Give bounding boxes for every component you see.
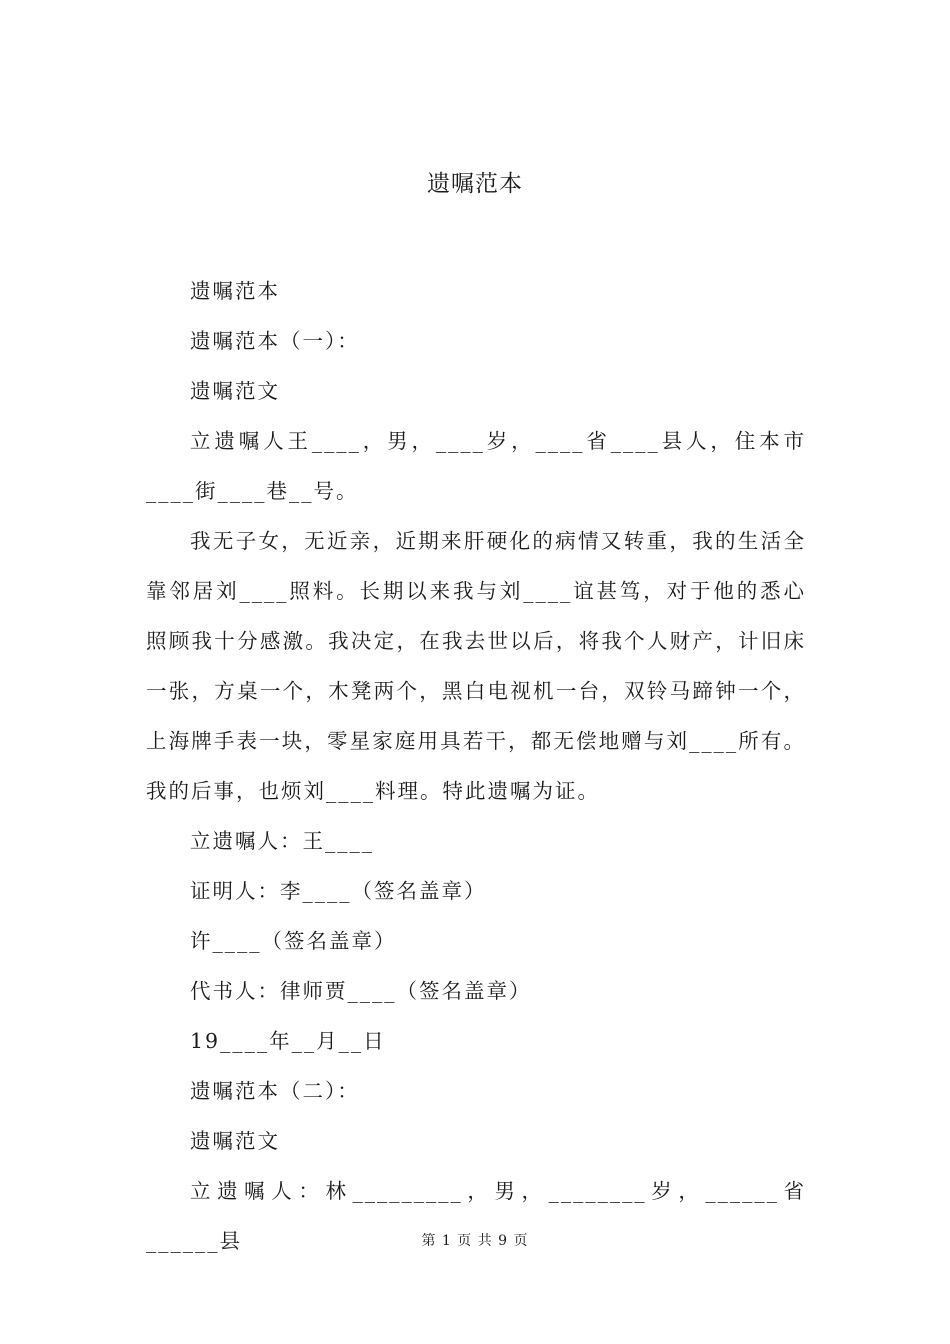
paragraph-heading: 遗嘱范本 (190, 279, 280, 303)
sample-label-two: 遗嘱范文 (190, 1129, 280, 1153)
testator-info-two: 立遗嘱人：林_________，男，________岁，______省______县 (146, 1179, 806, 1253)
witness-two: 许____（签名盖章） (190, 929, 397, 953)
witness-one: 证明人：李____（签名盖章） (190, 879, 487, 903)
will-content-one: 我无子女，无近亲，近期来肝硬化的病情又转重，我的生活全靠邻居刘____照料。长期以来我与刘____谊甚笃，对于他的悉心照顾我十分感激。我决定，在我去世以后，将我个人财产，计旧床一张，方桌一个，木凳两个，黑白电视机一台，双铃马蹄钟一个，上海牌手表一块，零星家庭用具若干，都无偿地赠与刘____所有。我的后事，也烦刘____料理。特此遗嘱为证。 (146, 529, 806, 803)
page-footer: 第 1 页 共 9 页 (421, 1233, 529, 1249)
testator-info-one: 立遗嘱人王____，男，____岁，____省____县人，住本市____街____巷__号。 (146, 429, 806, 503)
sample-label-one: 遗嘱范文 (190, 379, 280, 403)
date-line: 19____年__月__日 (190, 1029, 386, 1053)
document-body (146, 266, 806, 1266)
section-heading-two: 遗嘱范本（二）： (190, 1079, 360, 1103)
section-heading-one: 遗嘱范本（一）： (190, 329, 360, 353)
testator-signature: 立遗嘱人：王____ (190, 829, 374, 853)
scribe-signature: 代书人：律师贾____（签名盖章） (190, 979, 532, 1003)
document-title: 遗嘱范本 (427, 171, 523, 197)
